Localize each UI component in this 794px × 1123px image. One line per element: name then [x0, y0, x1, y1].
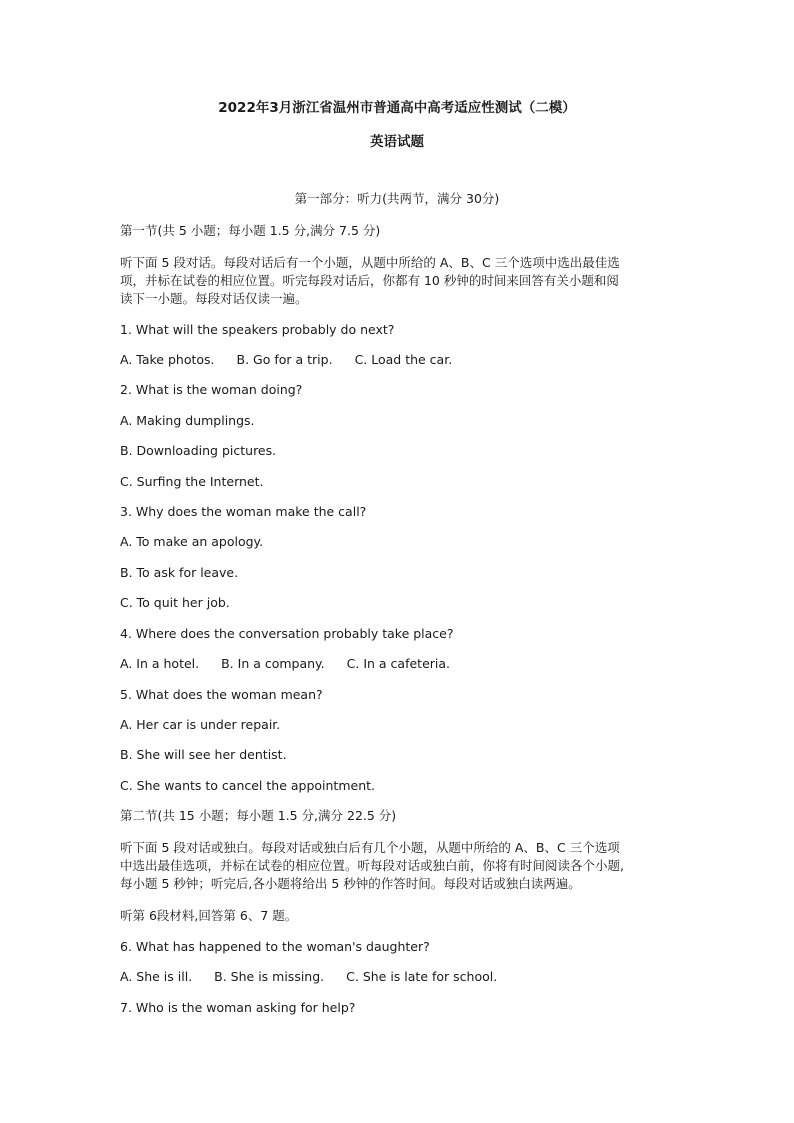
question-5-option-a: A. Her car is under repair. — [120, 717, 281, 732]
question-5-option-b: B. She will see her dentist. — [120, 747, 287, 762]
question-5: 5. What does the woman mean? — [120, 687, 323, 702]
question-2-option-a: A. Making dumplings. — [120, 413, 255, 428]
instruction-line: 每小题 5 秒钟；听完后,各小题将给出 5 秒钟的作答时间。每段对话或独白读两遍。 — [120, 876, 581, 891]
section1-heading: 第一节(共 5 小题；每小题 1.5 分,满分 7.5 分) — [120, 223, 381, 238]
material-note: 听第 6段材料,回答第 6、7 题。 — [120, 908, 298, 923]
option-a: A. She is ill. — [120, 969, 193, 984]
question-6: 6. What has happened to the woman's daughter? — [120, 939, 430, 954]
question-2: 2. What is the woman doing? — [120, 382, 303, 397]
question-6-options — [120, 968, 685, 986]
question-3: 3. Why does the woman make the call? — [120, 504, 367, 519]
question-1: 1. What will the speakers probably do next? — [120, 322, 395, 337]
question-3-option-b: B. To ask for leave. — [120, 565, 239, 580]
question-2-option-c: C. Surfing the Internet. — [120, 474, 264, 489]
question-7: 7. Who is the woman asking for help? — [120, 1000, 356, 1015]
question-2-option-b: B. Downloading pictures. — [120, 443, 277, 458]
exam-subject: 英语试题 — [370, 134, 424, 150]
option-c: C. In a cafeteria. — [346, 656, 451, 671]
instruction-line: 听下面 5 段对话或独白。每段对话或独白后有几个小题，从题中所给的 A、B、C 三个选项 — [120, 840, 620, 855]
instruction-line: 项，并标在试卷的相应位置。听完每段对话后，你都有 10 秒钟的时间来回答有关小题和阅 — [120, 273, 619, 288]
question-4-options — [120, 655, 685, 673]
option-b: B. In a company. — [221, 656, 325, 671]
question-4: 4. Where does the conversation probably take place? — [120, 626, 454, 641]
section2-heading: 第二节(共 15 小题；每小题 1.5 分,满分 22.5 分) — [120, 808, 397, 823]
instruction-line: 中选出最佳选项，并标在试卷的相应位置。听每段对话或独白前，你将有时间阅读各个小题, — [120, 858, 624, 873]
exam-title: 2022年3月浙江省温州市普通高中高考适应性测试（二模） — [218, 100, 576, 116]
instruction-line: 读下一小题。每段对话仅读一遍。 — [120, 291, 308, 306]
question-3-option-a: A. To make an apology. — [120, 534, 264, 549]
option-b: B. Go for a trip. — [236, 352, 333, 367]
question-5-option-c: C. She wants to cancel the appointment. — [120, 778, 375, 793]
option-a: A. In a hotel. — [120, 656, 200, 671]
question-1-options — [120, 351, 685, 369]
section1-instructions — [120, 254, 685, 308]
option-b: B. She is missing. — [214, 969, 325, 984]
section2-instructions — [120, 839, 685, 893]
option-a: A. Take photos. — [120, 352, 215, 367]
option-c: C. She is late for school. — [346, 969, 498, 984]
instruction-line: 听下面 5 段对话。每段对话后有一个小题，从题中所给的 A、B、C 三个选项中选出最佳选 — [120, 255, 620, 270]
option-c: C. Load the car. — [354, 352, 453, 367]
part1-heading: 第一部分：听力(共两节，满分 30分) — [294, 191, 500, 206]
question-3-option-c: C. To quit her job. — [120, 595, 230, 610]
